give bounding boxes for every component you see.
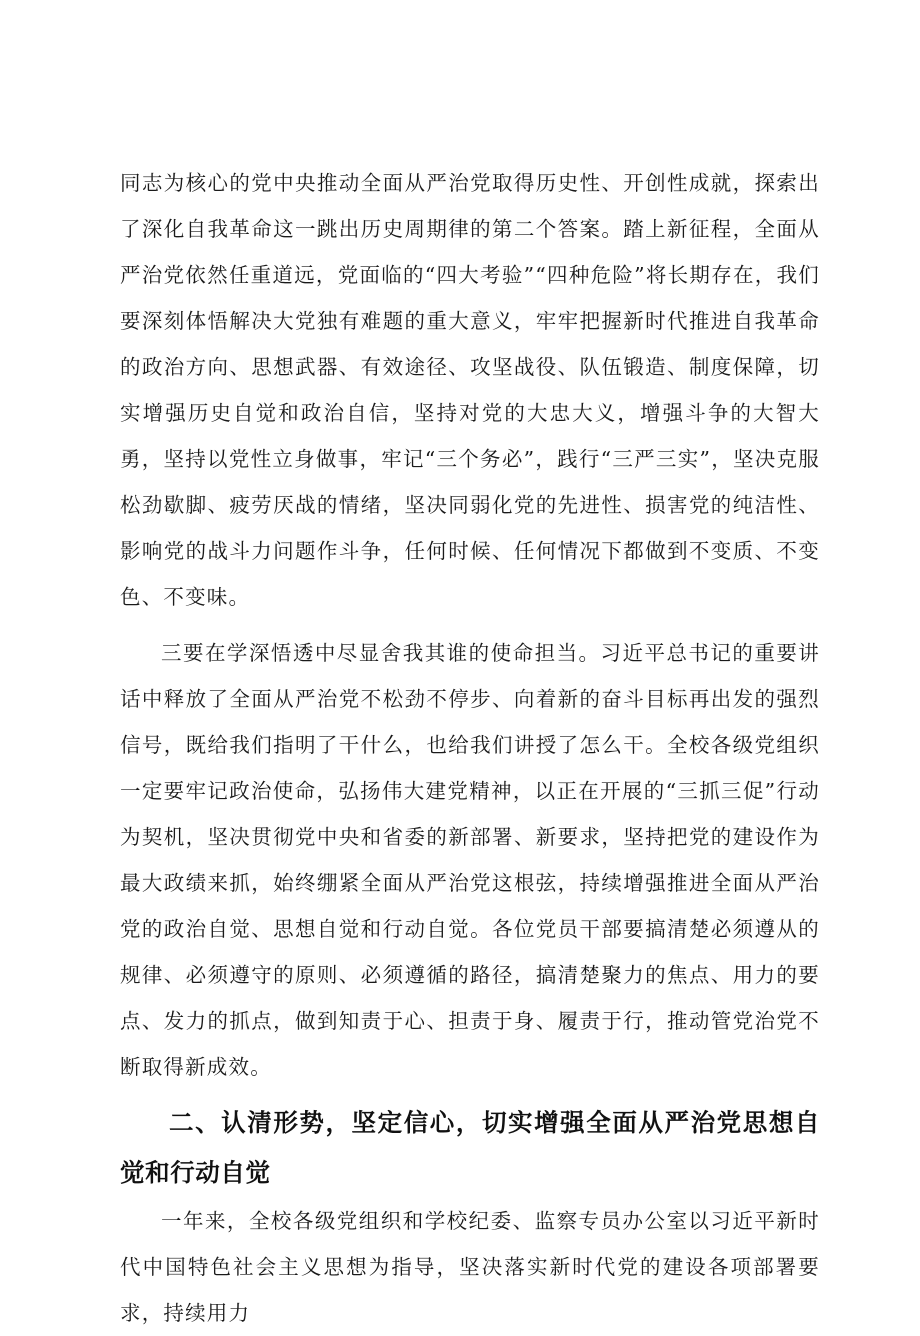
paragraph-year-review: 一年来，全校各级党组织和学校纪委、监察专员办公室以习近平新时代中国特色社会主义思想为指导，坚决落实新时代党的建设各项部署要求，持续用力	[120, 1209, 820, 1325]
section-heading-two: 二、认清形势，坚定信心，切实增强全面从严治党思想自觉和行动自觉	[120, 1108, 820, 1187]
paragraph-continuation: 同志为核心的党中央推动全面从严治党取得历史性、开创性成就，探索出了深化自我革命这一跳出历史周期律的第二个答案。踏上新征程，全面从严治党依然任重道远，党面临的“四大考验”“四种危险”将长期存在，我们要深刻体悟解决大党独有难题的重大意义，牢牢把握新时代推进自我革命的政治方向、思想武器、有效途径、攻坚战役、队伍锻造、制度保障，切实增强历史自觉和政治自信，坚持对党的大忠大义，增强斗争的大智大勇，坚持以党性立身做事，牢记“三个务必”，践行“三严三实”，坚决克服松劲歇脚、疲劳厌战的情绪，坚决同弱化党的先进性、损害党的纯洁性、影响党的战斗力问题作斗争，任何时候、任何情况下都做到不变质、不变色、不变味。	[120, 171, 820, 609]
paragraph-three-requirements: 三要在学深悟透中尽显舍我其谁的使命担当。习近平总书记的重要讲话中释放了全面从严治党不松劲不停步、向着新的奋斗目标再出发的强烈信号，既给我们指明了干什么，也给我们讲授了怎么干。全校各级党组织一定要牢记政治使命，弘扬伟大建党精神，以正在开展的“三抓三促”行动为契机，坚决贯彻党中央和省委的新部署、新要求，坚持把党的建设作为最大政绩来抓，始终绷紧全面从严治党这根弦，持续增强推进全面从严治党的政治自觉、思想自觉和行动自觉。各位党员干部要搞清楚必须遵从的规律、必须遵守的原则、必须遵循的路径，搞清楚聚力的焦点、用力的要点、发力的抓点，做到知责于心、担责于身、履责于行，推动管党治党不断取得新成效。	[120, 641, 820, 1079]
document-body	[120, 160, 820, 1336]
